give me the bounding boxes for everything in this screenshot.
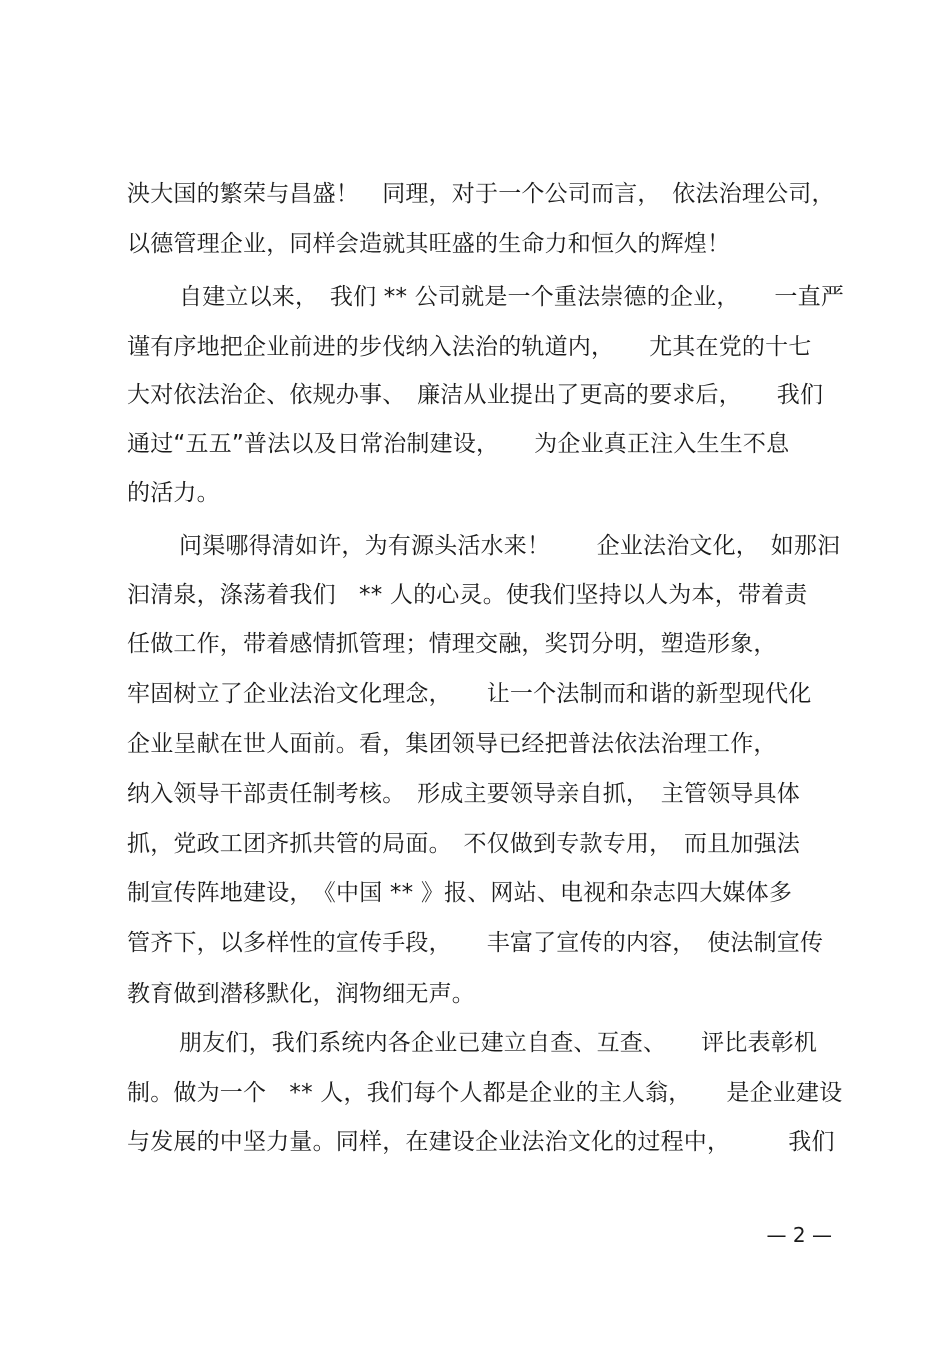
paragraph-first-line: 自建立以来， 我们 ** 公司就是一个重法崇德的企业， 一直严 — [179, 284, 845, 310]
body-text-line: 的活力。 — [127, 480, 220, 506]
body-text-line: 通过“五五”普法以及日常治制建设， 为企业真正注入生生不息 — [127, 431, 790, 457]
body-text-line: 企业呈献在世人面前。看，集团领导已经把普法依法治理工作， — [127, 731, 777, 757]
body-text-line: 任做工作，带着感情抓管理；情理交融，奖罚分明，塑造形象， — [127, 631, 777, 657]
body-text-line: 大对依法治企、依规办事、 廉洁从业提出了更高的要求后， 我们 — [127, 382, 824, 408]
body-text-line: 与发展的中坚力量。同样，在建设企业法治文化的过程中， 我们 — [127, 1129, 835, 1155]
body-text-line: 抓，党政工团齐抓共管的局面。 不仅做到专款专用， 而且加强法 — [127, 831, 800, 857]
paragraph-first-line: 问渠哪得清如许，为有源头活水来！ 企业法治文化， 如那汩 — [179, 533, 841, 559]
body-text-line: 泱大国的繁荣与昌盛！ 同理，对于一个公司而言， 依法治理公司， — [127, 181, 835, 207]
body-text-line: 牢固树立了企业法治文化理念， 让一个法制而和谐的新型现代化 — [127, 681, 812, 707]
body-text-line: 以德管理企业，同样会造就其旺盛的生命力和恒久的辉煌！ — [127, 231, 731, 257]
body-text-line: 汩清泉，涤荡着我们 ** 人的心灵。使我们坚持以人为本，带着责 — [127, 582, 808, 608]
paragraph-first-line: 朋友们，我们系统内各企业已建立自查、互查、 评比表彰机 — [179, 1030, 818, 1056]
body-text-line: 教育做到潜移默化，润物细无声。 — [127, 981, 475, 1007]
page-number: — 2 — — [766, 1223, 832, 1247]
body-text-line: 制宣传阵地建设， 《中国 ** 》报、网站、电视和杂志四大媒体多 — [127, 880, 793, 906]
body-text-line: 纳入领导干部责任制考核。 形成主要领导亲自抓， 主管领导具体 — [127, 781, 800, 807]
body-text-line: 管齐下，以多样性的宣传手段， 丰富了宣传的内容， 使法制宣传 — [127, 930, 824, 956]
body-text-line: 制。做为一个 ** 人，我们每个人都是企业的主人翁， 是企业建设 — [127, 1080, 843, 1106]
body-text-line: 谨有序地把企业前进的步伐纳入法治的轨道内， 尤其在党的十七 — [127, 334, 812, 360]
